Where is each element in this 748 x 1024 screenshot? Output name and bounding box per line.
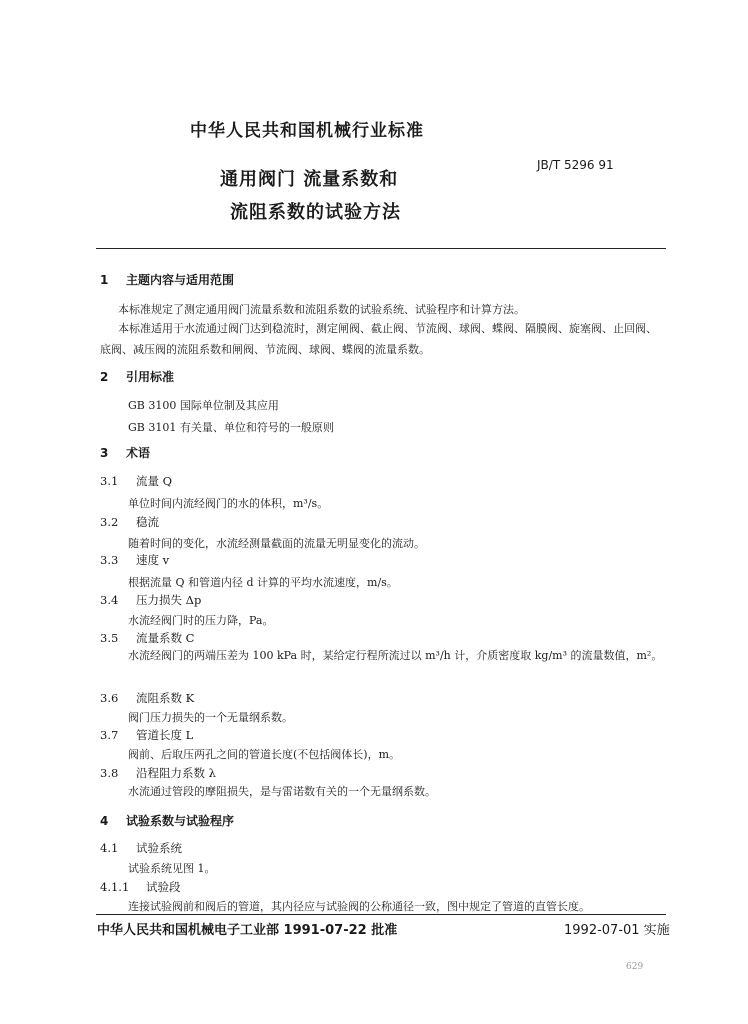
clause-4-1-text: 试验系统见图 1。 bbox=[128, 862, 216, 875]
clause-4-1-1 bbox=[100, 879, 181, 895]
term-label: 流阻系数 K bbox=[136, 691, 195, 705]
section-number: 3 bbox=[100, 446, 109, 460]
term-3-6-definition: 阀门压力损失的一个无量纲系数。 bbox=[128, 711, 293, 724]
publisher-heading: 中华人民共和国机械行业标准 bbox=[190, 121, 424, 141]
effective-date: 1992-07-01 实施 bbox=[564, 923, 670, 938]
page-number: 629 bbox=[626, 962, 644, 972]
term-3-1 bbox=[100, 473, 172, 489]
section-title: 引用标准 bbox=[126, 370, 175, 384]
section-title: 试验系数与试验程序 bbox=[126, 814, 235, 828]
term-3-3 bbox=[100, 552, 169, 568]
section-1-paragraph-2: 本标准适用于水流通过阀门达到稳流时，测定闸阀、截止阀、节流阀、球阀、蝶阀、隔膜阀、旋塞阀、止回阀、底阀、减压阀的流阻系数和闸阀、节流阀、球阀、蝶阀的流量系数。 bbox=[100, 322, 657, 356]
term-label: 稳流 bbox=[136, 515, 159, 529]
header-divider bbox=[96, 248, 666, 249]
standard-number: JB/T 5296 91 bbox=[537, 158, 614, 172]
term-3-8-definition: 水流通过管段的摩阻损失，是与雷诺数有关的一个无量纲系数。 bbox=[128, 785, 436, 798]
clause-4-1-1-text: 连接试验阀前和阀后的管道，其内径应与试验阀的公称通径一致，图中规定了管道的直管长度。 bbox=[128, 900, 590, 913]
term-3-6 bbox=[100, 690, 194, 706]
term-3-7-definition: 阀前、后取压两孔之间的管道长度(不包括阀体长)，m。 bbox=[128, 748, 401, 761]
term-number: 3.6 bbox=[100, 691, 119, 705]
term-number: 3.8 bbox=[100, 766, 119, 780]
term-label: 流量系数 C bbox=[136, 631, 195, 645]
reference-gb3100: GB 3100 国际单位制及其应用 bbox=[128, 399, 279, 412]
term-label: 压力损失 Δp bbox=[136, 593, 202, 607]
term-3-7 bbox=[100, 727, 193, 743]
document-title-line-2: 流阻系数的试验方法 bbox=[230, 202, 401, 223]
section-number: 4 bbox=[100, 814, 109, 828]
term-3-8 bbox=[100, 765, 216, 781]
clause-label: 试验系统 bbox=[136, 841, 182, 855]
term-number: 3.7 bbox=[100, 728, 119, 742]
footer-divider bbox=[96, 914, 666, 915]
term-label: 速度 v bbox=[136, 553, 170, 567]
section-1-paragraph-1: 本标准规定了测定通用阀门流量系数和流阻系数的试验系统、试验程序和计算方法。 bbox=[118, 303, 525, 316]
clause-4-1 bbox=[100, 840, 182, 856]
term-number: 3.2 bbox=[100, 515, 119, 529]
approval-line: 中华人民共和国机械电子工业部 1991-07-22 批准 bbox=[97, 923, 398, 938]
term-label: 管道长度 L bbox=[136, 728, 194, 742]
term-label: 沿程阻力系数 λ bbox=[136, 766, 216, 780]
clause-number: 4.1 bbox=[100, 841, 119, 855]
term-number: 3.1 bbox=[100, 474, 119, 488]
section-1-heading bbox=[100, 271, 234, 288]
document-title-line-1: 通用阀门 流量系数和 bbox=[220, 169, 399, 190]
clause-number: 4.1.1 bbox=[100, 880, 130, 894]
term-3-2-definition: 随着时间的变化，水流经测量截面的流量无明显变化的流动。 bbox=[128, 537, 425, 550]
term-number: 3.5 bbox=[100, 631, 119, 645]
section-4-heading bbox=[100, 812, 234, 829]
term-3-3-definition: 根据流量 Q 和管道内径 d 计算的平均水流速度，m/s。 bbox=[128, 576, 398, 589]
term-3-2 bbox=[100, 514, 159, 530]
section-number: 1 bbox=[100, 273, 109, 287]
term-3-4 bbox=[100, 592, 201, 608]
section-2-heading bbox=[100, 368, 174, 385]
clause-label: 试验段 bbox=[146, 880, 181, 894]
section-title: 主题内容与适用范围 bbox=[126, 273, 235, 287]
section-3-heading bbox=[100, 444, 150, 461]
term-3-4-definition: 水流经阀门时的压力降，Pa。 bbox=[128, 614, 274, 627]
term-number: 3.3 bbox=[100, 553, 119, 567]
section-number: 2 bbox=[100, 370, 109, 384]
term-number: 3.4 bbox=[100, 593, 119, 607]
reference-gb3101: GB 3101 有关量、单位和符号的一般原则 bbox=[128, 421, 334, 434]
section-title: 术语 bbox=[126, 446, 151, 460]
term-label: 流量 Q bbox=[136, 474, 173, 488]
term-3-5 bbox=[100, 630, 194, 646]
term-3-1-definition: 单位时间内流经阀门的水的体积，m³/s。 bbox=[128, 497, 329, 510]
term-3-5-definition: 水流经阀门的两端压差为 100 kPa 时，某给定行程所流过以 m³/h 计，介质密度取 kg/m³ 的流量数值，m²。 bbox=[128, 649, 663, 662]
